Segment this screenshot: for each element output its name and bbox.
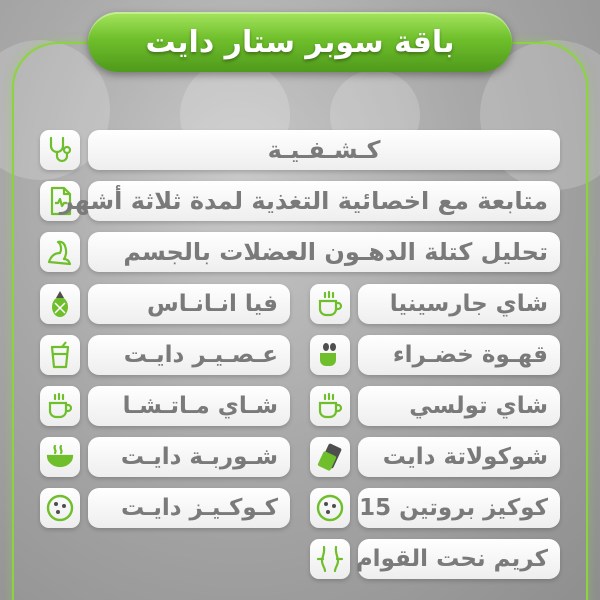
product-label: كوكيز بروتين 15 [359, 495, 548, 521]
product-label: فيا انـانـاس [147, 291, 278, 317]
product-row [88, 437, 290, 477]
product-row [358, 284, 560, 324]
product-row [88, 284, 290, 324]
product-label: عـصـيـر دايـت [123, 342, 278, 368]
soup-bowl-icon [40, 437, 80, 477]
service-label: كـشـفـيـة [267, 136, 381, 164]
juice-glass-icon [40, 335, 80, 375]
product-row [358, 437, 560, 477]
service-row [88, 232, 560, 272]
product-label: شوكولاتة دايت [382, 444, 548, 470]
pineapple-drink-icon [40, 284, 80, 324]
coffee-beans-icon [310, 335, 350, 375]
product-label: كـوكـيـز دايـت [121, 495, 278, 521]
product-label: قهـوة خضـراء [392, 342, 548, 368]
product-row [88, 335, 290, 375]
product-row [358, 386, 560, 426]
product-row [358, 488, 560, 528]
product-row [355, 539, 560, 579]
tea-cup-icon [310, 386, 350, 426]
product-label: شاي تولسي [409, 393, 548, 419]
service-label: تحليل كتلة الدهـون العضلات بالجسم [123, 238, 548, 266]
service-label: متابعة مع اخصائية التغذية لمدة ثلاثة أشهر [59, 187, 548, 215]
cookie-icon [40, 488, 80, 528]
product-row [88, 488, 290, 528]
stethoscope-icon [40, 130, 80, 170]
title-banner [88, 12, 512, 72]
product-row [88, 386, 290, 426]
muscle-arm-icon [40, 232, 80, 272]
chocolate-bar-icon [310, 437, 350, 477]
service-row [88, 130, 560, 170]
product-label: شـاي مـاتـشـا [122, 393, 278, 419]
cookie-icon [310, 488, 350, 528]
tea-cup-icon [310, 284, 350, 324]
product-label: شـوربـة دايـت [120, 444, 278, 470]
service-row [59, 181, 560, 221]
tea-cup-icon [40, 386, 80, 426]
product-label: كريم نحت القوام [355, 546, 548, 572]
product-label: شاي جارسينيا [389, 291, 548, 317]
page-title: باقة سوبر ستار دايت [145, 24, 455, 60]
product-row [358, 335, 560, 375]
body-shape-icon [310, 539, 350, 579]
